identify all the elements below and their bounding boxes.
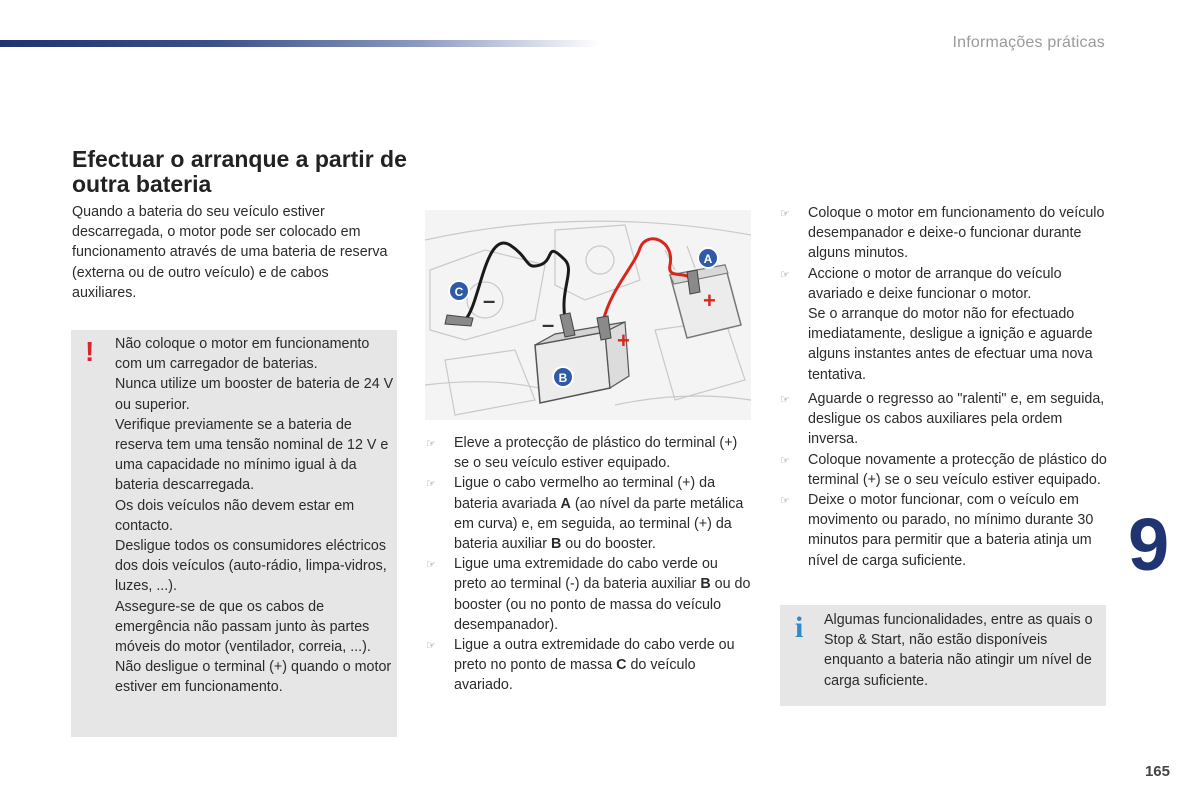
pointing-hand-icon: ☞	[426, 640, 436, 653]
steps-list-right-bottom	[780, 389, 1110, 571]
list-item: ☞ Deixe o motor funcionar, com o veículo em movimento ou parado, no mínimo durante 30 minutos para permitir que a bateria atinja um nível de carga suficiente.	[780, 492, 1094, 569]
pointing-hand-icon: ☞	[426, 438, 436, 450]
pointing-hand-icon: ☞	[426, 559, 436, 572]
pointing-hand-icon: ☞	[426, 478, 436, 491]
pointing-hand-icon: ☞	[780, 394, 790, 406]
engine-bay-drawing	[425, 210, 751, 420]
plus-a: +	[703, 288, 716, 313]
chapter-number: 9	[1128, 503, 1170, 586]
badge-c	[449, 281, 469, 301]
header-decor-bar	[0, 40, 600, 47]
minus-b: –	[542, 312, 555, 337]
warning-text	[115, 334, 395, 698]
warning-line: Não coloque o motor em funcionamento com um carregador de baterias.	[115, 336, 370, 373]
svg-text:A: A	[703, 252, 713, 266]
page-number: 165	[1144, 763, 1170, 780]
step-note: Se o arranque do motor não for efectuado imediatamente, desligue a ignição e aguarde alguns instantes antes de efectuar uma nova tentativa.	[808, 306, 1093, 383]
list-item: ☞ Coloque o motor em funcionamento do veículo desempanador e deixe-o funcionar durante alguns minutos.	[780, 205, 1105, 262]
badge-b	[553, 367, 573, 387]
warning-line: Os dois veículos não devem estar em contacto.	[115, 497, 355, 534]
list-item: ☞ Eleve a protecção de plástico do terminal (+) se o seu veículo estiver equipado.	[426, 435, 738, 472]
list-item: ☞ Coloque novamente a protecção de plástico do terminal (+) se o seu veículo estiver equipado.	[780, 451, 1107, 488]
minus-ground: –	[483, 288, 496, 313]
warning-line: Verifique previamente se a bateria de reserva tem uma tensão nominal de 12 V e uma capacidade no mínimo igual à da bateria descarregada.	[115, 416, 389, 494]
pointing-hand-icon: ☞	[780, 495, 790, 508]
black-cable	[465, 243, 569, 320]
pointing-hand-icon: ☞	[780, 208, 790, 220]
list-item: ☞ Ligue o cabo vermelho ao terminal (+) da bateria avariada A (ao nível da parte metálica em curva) e, em seguida, ao terminal (+) da bateria auxiliar B ou do booster.	[426, 475, 744, 553]
svg-text:C: C	[454, 285, 464, 299]
list-item: ☞ Ligue a outra extremidade do cabo verde ou preto no ponto de massa C do veículo avariado.	[426, 637, 735, 694]
warning-icon: !	[85, 336, 95, 367]
pointing-hand-icon: ☞	[780, 268, 790, 281]
list-item: ☞ Aguarde o regresso ao "ralenti" e, em seguida, desligue os cabos auxiliares pela ordem inversa.	[780, 391, 1105, 448]
page-heading: Efectuar o arranque a partir de outra bateria	[72, 146, 407, 197]
steps-list-right-top	[780, 203, 1110, 385]
badge-a	[698, 248, 718, 268]
warning-box	[71, 330, 397, 737]
svg-text:B: B	[558, 371, 568, 385]
list-item: ☞ Ligue uma extremidade do cabo verde ou preto ao terminal (-) da bateria auxiliar B ou do booster (ou no ponto de massa do veículo desempanador).	[426, 556, 751, 633]
steps-list-middle	[426, 433, 751, 696]
plus-b: +	[617, 328, 630, 353]
intro-paragraph: Quando a bateria do seu veículo estiver descarregada, o motor pode ser colocado em funcionamento através de uma bateria de reserva (externa ou de outro veículo) e de cabos auxiliares.	[72, 204, 388, 301]
section-title: Informações práticas	[952, 34, 1105, 51]
list-item: ☞ Accione o motor de arranque do veículo avariado e deixe funcionar o motor. Se o arranque do motor não for efectuado imediatamente, desligue a ignição e aguarde alguns instantes antes de efectuar uma nova tentativa.	[780, 265, 1093, 383]
jump-start-illustration	[425, 210, 751, 420]
warning-line: Não desligue o terminal (+) quando o motor estiver em funcionamento.	[115, 659, 392, 696]
info-text: Algumas funcionalidades, entre as quais o Stop & Start, não estão disponíveis enquanto a bateria não atingir um nível de carga suficiente.	[824, 612, 1093, 689]
warning-line: Assegure-se de que os cabos de emergência não passam junto às partes móveis do motor (ventilador, correia, ...).	[115, 598, 371, 656]
info-box	[780, 605, 1106, 706]
warning-line: Desligue todos os consumidores eléctricos dos dois veículos (auto-rádio, limpa-vidros, luzes, ...).	[115, 538, 387, 595]
warning-line: Nunca utilize um booster de bateria de 24 V ou superior.	[115, 376, 394, 413]
pointing-hand-icon: ☞	[780, 454, 790, 467]
info-icon: i	[795, 611, 804, 644]
